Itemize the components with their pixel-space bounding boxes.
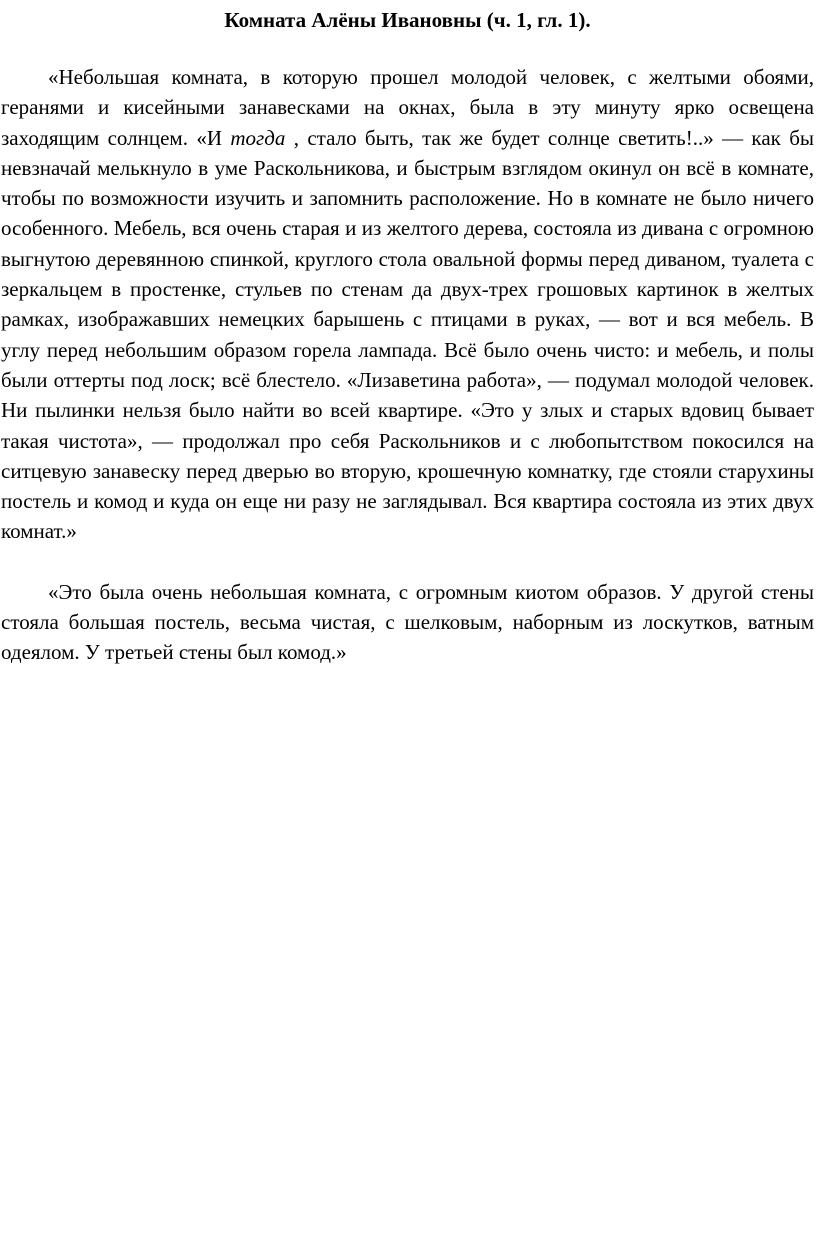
paragraph-room-description <box>1 62 814 547</box>
paragraph-1-text-end: , стало быть, так же будет солнце светить!..» — как бы невзначай мелькнуло в уме Раскольникова, и быстрым взглядом окинул он всё в комнате, чтобы по возможности изучить и запомнить расположение. Но в комнате не было ничего особенного. Мебель, вся очень старая и из желтого дерева, состояла из дивана с огромною выгнутою деревянною спинкой, круглого стола овальной формы перед диваном, туалета с зеркальцем в простенке, стульев по стенам да двух-трех грошовых картинок в желтых рамках, изображавших немецких барышень с птицами в руках, — вот и вся мебель. В углу перед небольшим образом горела лампада. Всё было очень чисто: и мебель, и полы были оттерты под лоск; всё блестело. «Лизаветина работа», — подумал молодой человек. Ни пылинки нельзя было найти во всей квартире. «Это у злых и старых вдовиц бывает такая чистота», — продолжал про себя Раскольников и с любопытством покосился на ситцевую занавеску перед дверью во вторую, крошечную комнатку, где стояли старухины постель и комод и куда он еще ни разу не заглядывал. Вся квартира состояла из этих двух комнат.» <box>1 125 814 544</box>
title-chapter-reference: (ч. 1, гл. 1). <box>481 8 591 32</box>
paragraph-1-text-start: «Небольшая комната, в которую прошел молодой человек, с желтыми обоями, геранями и кисейными занавесками на окнах, была в эту минуту ярко освещена заходящим солнцем. «И <box>1 65 814 150</box>
title-main: Комната Алёны Ивановны <box>224 8 482 32</box>
paragraph-second-room: «Это была очень небольшая комната, с огромным киотом образов. У другой стены стояла большая постель, весьма чистая, с шелковым, наборным из лоскутков, ватным одеялом. У третьей стены был комод.» <box>1 579 814 665</box>
paragraph-1-italic-word: тогда <box>230 125 286 150</box>
document-title <box>1 0 814 44</box>
